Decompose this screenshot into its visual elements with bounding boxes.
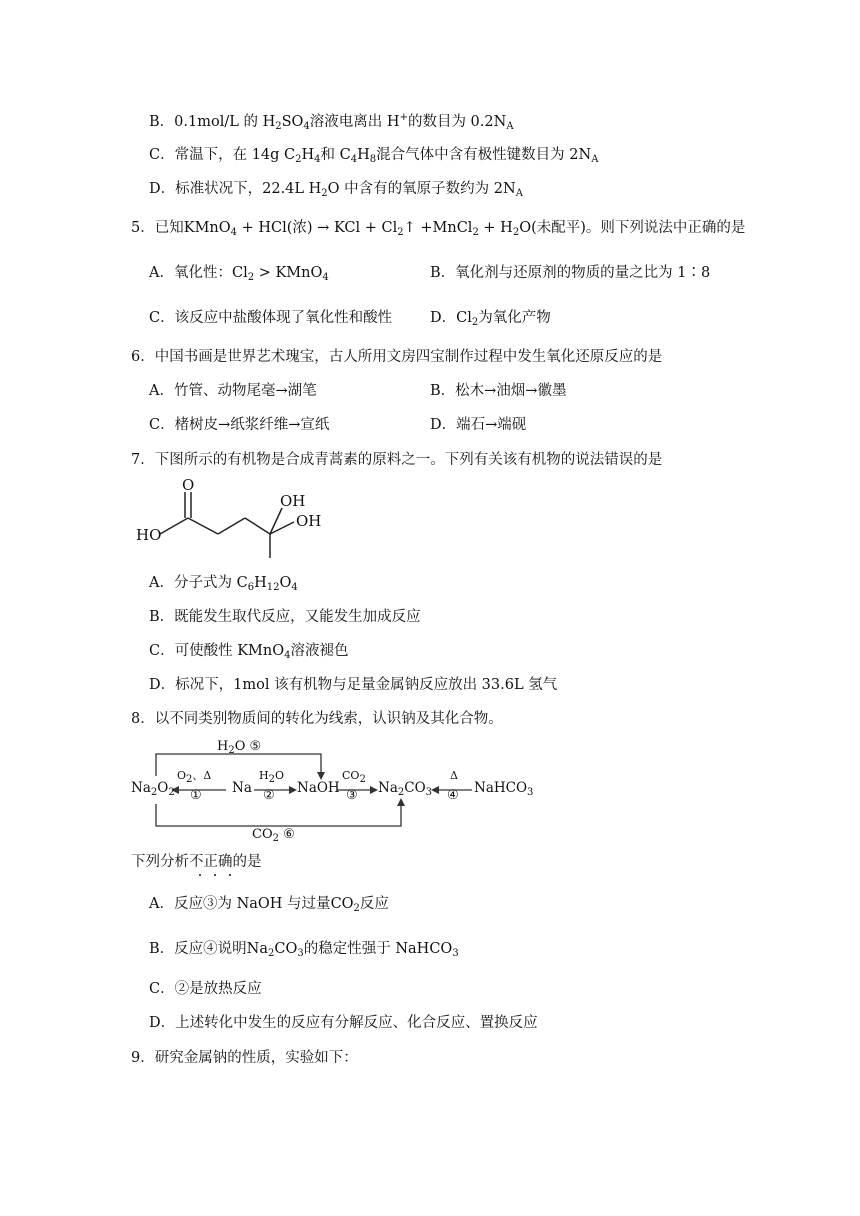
q4-option-d: D．标准状况下，22.4L $H_2O$ 中含有的氧原子数约为 $2N_A$ [149,181,523,199]
na2o2-label: $Na_2O_2$ [131,780,175,798]
ho-label: HO [136,526,162,544]
q4-option-b: B．0.1mol/L 的 $H_2SO_4$溶液电离出 H+的数目为 $0.2N_A$ [149,112,514,132]
na-label: Na [232,780,252,796]
bond-chain-3 [245,518,270,534]
r4-condition: Δ [450,769,458,782]
naoh-label: NaOH [297,780,340,796]
r6-path [156,802,401,826]
q7-option-a: A．分子式为 $C_6H_{12}O_4$ [149,575,298,593]
oh-label-1: OH [280,492,306,510]
nahco3-label: NaHCO$_3$ [474,780,534,798]
q8-option-c: C．②是放热反应 [149,981,262,997]
r1-number: ① [190,788,202,803]
r2-arrowhead [289,786,297,794]
q8-option-a: A．反应③为 NaOH 与过量$CO_2$反应 [149,896,389,914]
q8-option-b: B．反应④说明$Na_2CO_3$的稳定性强于 NaHCO$_3$ [149,941,459,959]
r2-condition: $H_2O$ [259,769,284,785]
q6-option-b: B．松木→油烟→徽墨 [430,383,567,399]
r3-number: ③ [346,788,358,803]
q4-option-c: C．常温下，在 14g $C_2H_4$和 $C_4H_8$混合气体中含有极性键数目为 $2N_A$ [149,147,599,165]
r2-number: ② [263,788,275,803]
q5-stem: 5．已知KMnO$_4$ + HCl(浓) → KCl + $Cl_2↑$ +MnCl$_2$ + $H_2O$(未配平)。则下列说法中正确的是 [131,220,746,238]
r4-arrowhead [431,786,439,794]
q7-option-b: B．既能发生取代反应，又能发生加成反应 [149,609,421,625]
bond-ho-c [160,518,188,534]
q7-option-d: D．标况下，1mol 该有机物与足量金属钠反应放出 33.6L 氢气 [149,677,558,693]
q8-stem: 8．以不同类别物质间的转化为线索，认识钠及其化合物。 [131,711,503,727]
q6-option-a: A．竹管、动物尾毫→湖笔 [149,383,317,399]
r3-arrowhead [370,786,378,794]
r6-label: $CO_2$ ⑥ [252,827,295,844]
q5-option-c: C．该反应中盐酸体现了氧化性和酸性 [149,310,393,326]
r4-number: ④ [447,788,459,803]
q9-stem: 9．研究金属钠的性质，实验如下： [131,1050,358,1066]
q7-structure-diagram [130,478,350,568]
emphasis-dot [214,874,216,876]
bond-chain-2 [218,518,245,534]
r1-condition: $O_2$、Δ [177,769,212,785]
q6-stem: 6．中国书画是世界艺术瑰宝，古人所用文房四宝制作过程中发生氧化还原反应的是 [131,349,663,365]
bond-oh-1 [270,508,282,534]
q6-option-c: C．楮树皮→纸浆纤维→宣纸 [149,417,330,433]
r3-condition: $CO_2$ [342,769,366,785]
na2co3-label: $Na_2CO_3$ [378,780,433,798]
q7-stem: 7．下图所示的有机物是合成青蒿素的原料之一。下列有关该有机物的说法错误的是 [131,452,663,468]
q5-option-d: D．$Cl_2$为氧化产物 [430,310,551,328]
emphasis-dot [229,874,231,876]
carbonyl-o-label: O [182,478,195,494]
q5-option-a: A．氧化性：$Cl_2$ > KMnO$_4$ [149,265,329,283]
emphasis-dot [199,874,201,876]
q6-option-d: D．端石→端砚 [430,417,527,433]
bond-oh-2 [270,522,294,534]
oh-label-2: OH [296,512,322,530]
q5-option-b: B．氧化剂与还原剂的物质的量之比为 1∶8 [430,265,711,281]
r6-arrowhead [397,798,405,806]
r5-label: $H_2O$ ⑤ [217,739,262,756]
q7-option-c: C．可使酸性 KMnO$_4$溶液褪色 [149,643,349,661]
bond-chain-1 [188,518,218,534]
q8-option-d: D．上述转化中发生的反应有分解反应、化合反应、置换反应 [149,1015,538,1031]
q8-prompt: 下列分析不正确的是 [131,854,262,870]
